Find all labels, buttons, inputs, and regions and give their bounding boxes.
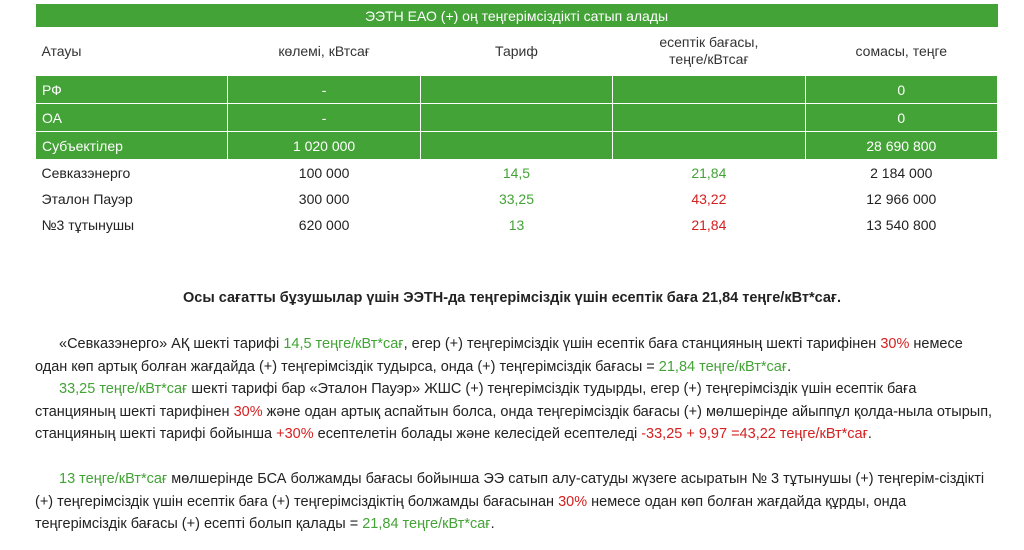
- p3-text: мөлшерінде БСА болжамды бағасы бойынша ЭЭ сатып алу-сатуды жүзеге асыратын № 3 тұтынушы (+) теңгерім-сіздікті (+) теңгерімсіздік үшін есептік баға (+) теңгерімсіздіктің болжамды бағасынан: [35, 471, 985, 510]
- cell-price: [613, 76, 805, 104]
- cell-sum: 28 690 800: [805, 132, 997, 160]
- cell-tariff: 33,25: [498, 191, 534, 207]
- p2-green-value: 33,25 теңге/кВт*сағ: [59, 381, 188, 397]
- cell-sum: 2 184 000: [870, 165, 933, 181]
- table-title-row: [36, 4, 998, 27]
- p1-text: немесе одан көп артық болған жағдайда (+) теңгерімсіздік тудырса, онда (+) теңгерімсіздік бағасы =: [35, 336, 963, 375]
- p1-text: , егер (+) теңгерімсіздік үшін есептік баға станцияның шекті тарифінен: [403, 336, 881, 352]
- p3-red-value: 30%: [558, 493, 588, 510]
- table-row: [36, 76, 998, 104]
- cell-volume: 100 000: [298, 165, 350, 181]
- cell-price: [613, 104, 805, 132]
- header-name: Атауы: [36, 27, 228, 76]
- cell-sum: 12 966 000: [866, 191, 937, 207]
- cell-volume: -: [228, 76, 420, 104]
- table-row: [36, 104, 998, 132]
- table-row: [36, 212, 998, 238]
- cell-tariff: [420, 76, 612, 104]
- cell-tariff: [420, 104, 612, 132]
- balance-table-container: [35, 4, 998, 238]
- header-tariff: Тариф: [420, 27, 612, 76]
- cell-name: Субъектілер: [36, 132, 228, 160]
- p3-text: .: [490, 516, 495, 532]
- cell-tariff: [420, 132, 612, 160]
- p1-text: .: [787, 358, 792, 375]
- cell-volume: 300 000: [298, 191, 350, 207]
- p3-green-value: 21,84 теңге/кВт*сағ: [362, 516, 491, 532]
- table-title: ЭЭТН ЕАО (+) оң теңгерімсіздікті сатып алады: [36, 4, 998, 27]
- p1-text: «Севказэнерго» АҚ шекті тарифі: [59, 336, 284, 352]
- cell-volume: 620 000: [298, 217, 350, 233]
- p3-green-value: 13 теңге/кВт*сағ: [59, 471, 168, 487]
- table-row: [36, 132, 998, 160]
- cell-name: Севказэнерго: [41, 165, 131, 181]
- p2-text: және одан артық аспайтын болса, онда теңгерімсіздік бағасы (+) мөлшерінде айыппұл қолда-ныла отырып, станцияның шекті тарифі бойынша: [35, 403, 993, 442]
- header-price: [613, 27, 805, 76]
- p3-text: немесе одан көп болған жағдайда құрды, онда теңгерімсіздік бағасы (+) есепті болып қалады =: [35, 493, 907, 532]
- p2-red-value: 30%: [233, 403, 263, 420]
- table-row: [36, 160, 998, 187]
- p2-text: .: [867, 426, 872, 442]
- cell-name: Эталон Пауэр: [41, 191, 133, 207]
- cell-name: №3 тұтынушы: [41, 217, 135, 233]
- paragraph-sevkaz: [35, 333, 995, 378]
- cell-volume: 1 020 000: [228, 132, 420, 160]
- cell-name: ОА: [36, 104, 228, 132]
- cell-tariff: 13: [508, 217, 525, 233]
- table-row: [36, 186, 998, 212]
- table-header-row: [36, 27, 998, 76]
- paragraph-etalon: [35, 378, 995, 446]
- header-price-line1: есептік бағасы,: [659, 34, 759, 50]
- balance-table: [35, 4, 998, 238]
- cell-price: 43,22: [691, 191, 727, 207]
- cell-volume: -: [228, 104, 420, 132]
- section-heading: Осы сағатты бұзушылар үшін ЭЭТН-да теңгерімсіздік үшін есептік баға 21,84 теңге/кВт*сағ.: [183, 290, 841, 306]
- cell-price: 21,84: [691, 165, 727, 181]
- cell-name: РФ: [36, 76, 228, 104]
- p2-text: шекті тарифі бар «Эталон Пауэр» ЖШС (+) теңгерімсіздік тудырды, егер (+) теңгерімсіздік үшін есептік баға станцияның шекті тарифінен: [35, 381, 917, 420]
- header-sum: сомасы, теңге: [805, 27, 997, 76]
- header-volume: көлемі, кВтсағ: [228, 27, 420, 76]
- cell-sum: 13 540 800: [866, 217, 937, 233]
- cell-sum: 0: [805, 104, 997, 132]
- p1-green-value: 21,84 теңге/кВт*сағ: [658, 358, 788, 375]
- p2-red-value: +30%: [276, 426, 314, 442]
- cell-price: [613, 132, 805, 160]
- header-price-line2: теңге/кВтсағ: [669, 51, 749, 67]
- p2-text: есептелетін болады және келесідей есептеледі: [313, 426, 642, 442]
- cell-sum: 0: [805, 76, 997, 104]
- cell-price: 21,84: [691, 217, 727, 233]
- p2-red-value: -33,25 + 9,97 =43,22 теңге/кВт*сағ: [641, 426, 868, 442]
- paragraph-consumer3: [35, 468, 995, 536]
- p1-green-value: 14,5 теңге/кВт*сағ: [283, 336, 404, 352]
- cell-tariff: 14,5: [502, 165, 531, 181]
- p1-red-value: 30%: [880, 336, 910, 352]
